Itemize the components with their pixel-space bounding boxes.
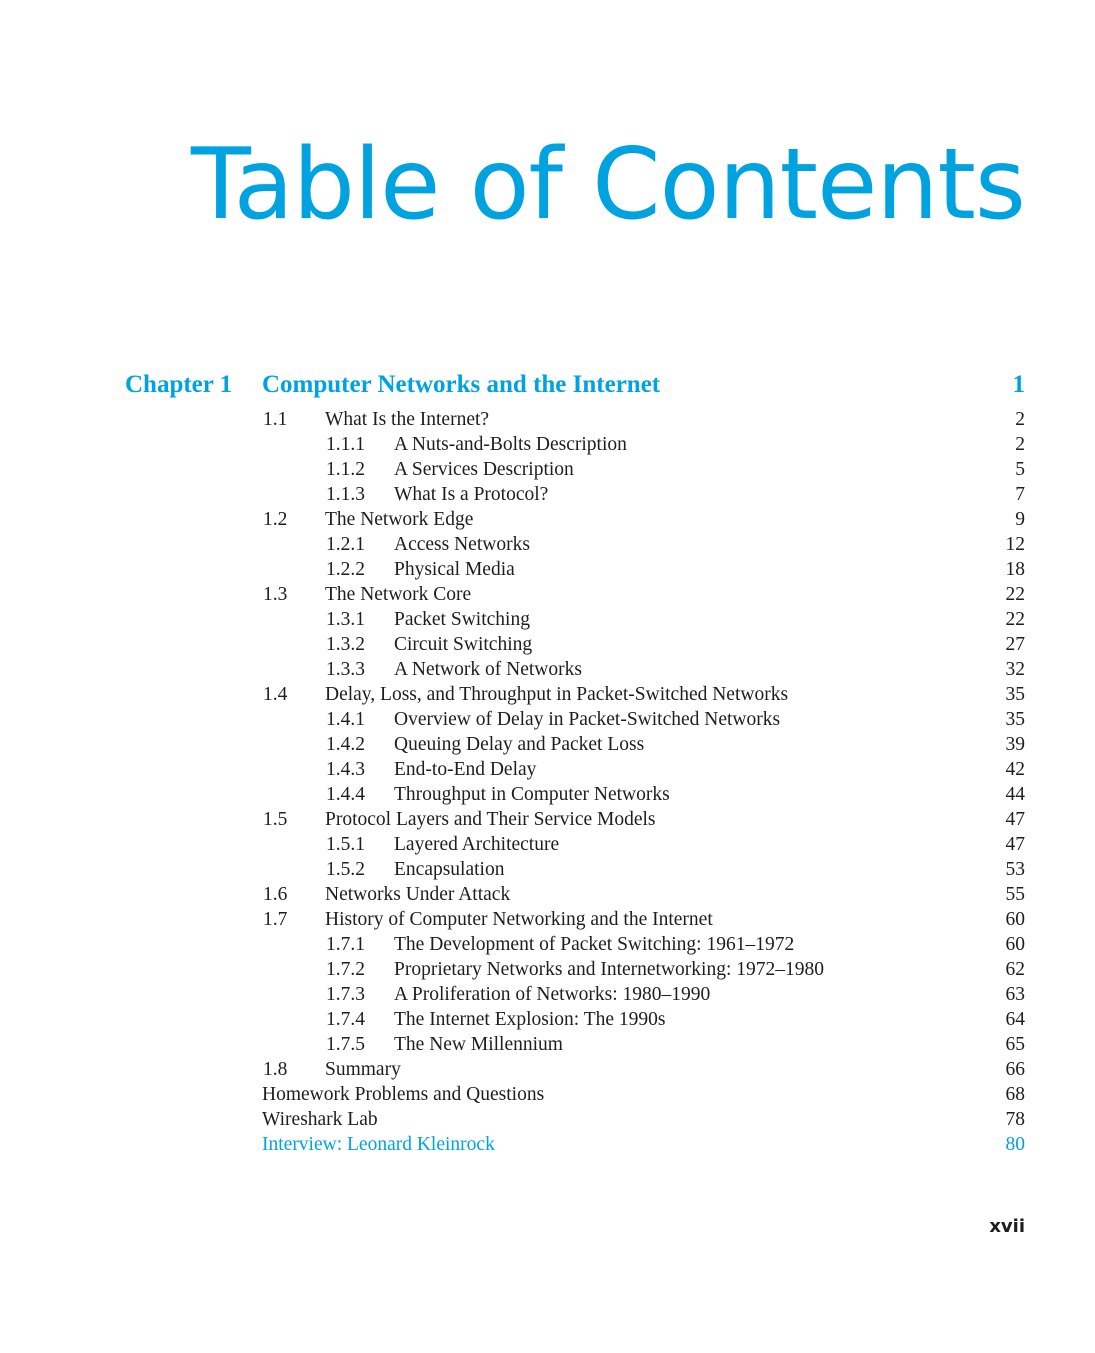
toc-entry[interactable]	[0, 657, 1095, 682]
toc-entry-number: 1.5	[263, 809, 288, 830]
toc-entry-number: 1.3.3	[326, 659, 365, 680]
toc-entry-number: 1.3.1	[326, 609, 365, 630]
toc-entry-title: Throughput in Computer Networks	[394, 784, 670, 805]
toc-entry-title: The Network Edge	[325, 509, 474, 530]
toc-entry-title: A Services Description	[394, 459, 574, 480]
toc-entry-page-number: 80	[1005, 1134, 1025, 1155]
toc-entry-page-number: 22	[1005, 584, 1025, 605]
toc-entry-number: 1.2	[263, 509, 288, 530]
toc-entry-title: Encapsulation	[394, 859, 505, 880]
toc-entry-number: 1.5.1	[326, 834, 365, 855]
toc-entry-number: 1.4.2	[326, 734, 365, 755]
toc-entry-page-number: 2	[1015, 409, 1025, 430]
toc-entry-number: 1.2.2	[326, 559, 365, 580]
toc-entry-page-number: 65	[1005, 1034, 1025, 1055]
toc-entry[interactable]	[0, 707, 1095, 732]
toc-entry-title: The Development of Packet Switching: 1961–1972	[394, 934, 795, 955]
toc-entry-page-number: 63	[1005, 984, 1025, 1005]
toc-entry-number: 1.4.1	[326, 709, 365, 730]
chapter-label: Chapter 1	[125, 371, 233, 398]
toc-entry-page-number: 7	[1015, 484, 1025, 505]
toc-entry[interactable]	[0, 432, 1095, 457]
toc-entry-number: 1.7.4	[326, 1009, 365, 1030]
toc-entry-page-number: 60	[1005, 909, 1025, 930]
toc-entry[interactable]	[0, 1032, 1095, 1057]
toc-entry-title: History of Computer Networking and the Internet	[325, 909, 713, 930]
toc-entry-number: 1.6	[263, 884, 288, 905]
toc-entry-number: 1.7.2	[326, 959, 365, 980]
toc-entry-title: The New Millennium	[394, 1034, 563, 1055]
toc-entry-page-number: 62	[1005, 959, 1025, 980]
toc-entry-number: 1.7	[263, 909, 288, 930]
toc-entry-page-number: 60	[1005, 934, 1025, 955]
toc-entry-page-number: 32	[1005, 659, 1025, 680]
toc-entry-title: End-to-End Delay	[394, 759, 537, 780]
toc-entry-page-number: 35	[1005, 709, 1025, 730]
toc-entry-title: Proprietary Networks and Internetworking: 1972–1980	[394, 959, 824, 980]
toc-entry-page-number: 18	[1005, 559, 1025, 580]
toc-entry[interactable]	[0, 507, 1095, 532]
toc-entry-title: The Internet Explosion: The 1990s	[394, 1009, 666, 1030]
toc-entry-title: Layered Architecture	[394, 834, 560, 855]
toc-entry[interactable]	[0, 1132, 1095, 1157]
toc-entry[interactable]	[0, 1057, 1095, 1082]
toc-entry-page-number: 47	[1005, 809, 1025, 830]
toc-entry-number: 1.7.1	[326, 934, 365, 955]
page-title: Table of Contents	[191, 128, 1025, 242]
toc-entry[interactable]	[0, 632, 1095, 657]
page-folio: xvii	[989, 1216, 1025, 1237]
toc-entry-page-number: 78	[1005, 1109, 1025, 1130]
toc-entry-number: 1.3	[263, 584, 288, 605]
toc-entry-number: 1.7.3	[326, 984, 365, 1005]
toc-entry[interactable]	[0, 982, 1095, 1007]
toc-entry-page-number: 55	[1005, 884, 1025, 905]
toc-entry[interactable]	[0, 457, 1095, 482]
toc-entry-page-number: 22	[1005, 609, 1025, 630]
toc-entry-title: Access Networks	[394, 534, 530, 555]
toc-entry[interactable]	[0, 532, 1095, 557]
toc-entry-title: A Network of Networks	[394, 659, 582, 680]
toc-entry-title: Delay, Loss, and Throughput in Packet-Switched Networks	[325, 684, 789, 705]
toc-entry-number: 1.1	[263, 409, 288, 430]
toc-entry[interactable]	[0, 1007, 1095, 1032]
toc-entry-number: 1.7.5	[326, 1034, 365, 1055]
table-of-contents	[0, 369, 1095, 1157]
chapter-title: Computer Networks and the Internet	[262, 371, 661, 398]
toc-entry[interactable]	[0, 932, 1095, 957]
toc-entry[interactable]	[0, 732, 1095, 757]
toc-entry[interactable]	[0, 682, 1095, 707]
toc-entry-page-number: 39	[1005, 734, 1025, 755]
toc-entry-title: Circuit Switching	[394, 634, 533, 655]
toc-entries	[0, 407, 1095, 1157]
toc-entry[interactable]	[0, 882, 1095, 907]
toc-entry[interactable]	[0, 782, 1095, 807]
toc-entry-title: Packet Switching	[394, 609, 530, 630]
toc-entry-title: Wireshark Lab	[262, 1109, 378, 1130]
toc-entry-title: Physical Media	[394, 559, 515, 580]
toc-entry-title: What Is a Protocol?	[394, 484, 549, 505]
toc-entry-page-number: 53	[1005, 859, 1025, 880]
toc-entry[interactable]	[0, 757, 1095, 782]
toc-entry[interactable]	[0, 407, 1095, 432]
toc-entry-number: 1.2.1	[326, 534, 365, 555]
toc-entry-title: What Is the Internet?	[325, 409, 490, 430]
toc-entry-page-number: 42	[1005, 759, 1025, 780]
toc-entry-title: A Nuts-and-Bolts Description	[394, 434, 627, 455]
toc-entry-number: 1.5.2	[326, 859, 365, 880]
toc-entry-title: Summary	[325, 1059, 401, 1080]
toc-entry[interactable]	[0, 957, 1095, 982]
toc-entry-title: Networks Under Attack	[325, 884, 511, 905]
toc-entry-page-number: 27	[1005, 634, 1025, 655]
toc-entry-page-number: 68	[1005, 1084, 1025, 1105]
toc-entry-number: 1.4	[263, 684, 288, 705]
toc-entry-number: 1.1.2	[326, 459, 365, 480]
toc-entry[interactable]	[0, 1082, 1095, 1107]
toc-entry-page-number: 9	[1015, 509, 1025, 530]
toc-entry[interactable]	[0, 857, 1095, 882]
toc-entry[interactable]	[0, 907, 1095, 932]
toc-entry[interactable]	[0, 1107, 1095, 1132]
toc-entry-title: Overview of Delay in Packet-Switched Networks	[394, 709, 781, 730]
toc-entry-title: Homework Problems and Questions	[262, 1084, 545, 1105]
toc-entry-page-number: 64	[1005, 1009, 1025, 1030]
toc-entry[interactable]	[0, 832, 1095, 857]
toc-entry-page-number: 44	[1005, 784, 1025, 805]
toc-entry-page-number: 66	[1005, 1059, 1025, 1080]
toc-entry-title: Interview: Leonard Kleinrock	[262, 1134, 495, 1155]
toc-entry-number: 1.8	[263, 1059, 288, 1080]
toc-entry-page-number: 47	[1005, 834, 1025, 855]
toc-entry-title: Queuing Delay and Packet Loss	[394, 734, 645, 755]
toc-entry[interactable]	[0, 582, 1095, 607]
toc-entry[interactable]	[0, 807, 1095, 832]
toc-entry-page-number: 5	[1015, 459, 1025, 480]
toc-entry-title: Protocol Layers and Their Service Models	[325, 809, 656, 830]
toc-entry[interactable]	[0, 607, 1095, 632]
toc-entry[interactable]	[0, 482, 1095, 507]
toc-entry-page-number: 2	[1015, 434, 1025, 455]
toc-entry[interactable]	[0, 557, 1095, 582]
chapter-page-number: 1	[1012, 371, 1025, 398]
toc-entry-page-number: 35	[1005, 684, 1025, 705]
toc-entry-number: 1.1.3	[326, 484, 365, 505]
toc-entry-page-number: 12	[1005, 534, 1025, 555]
toc-entry-number: 1.4.4	[326, 784, 365, 805]
toc-entry-number: 1.4.3	[326, 759, 365, 780]
chapter-heading[interactable]	[0, 369, 1095, 407]
toc-entry-title: A Proliferation of Networks: 1980–1990	[394, 984, 711, 1005]
toc-entry-number: 1.3.2	[326, 634, 365, 655]
toc-entry-title: The Network Core	[325, 584, 472, 605]
toc-entry-number: 1.1.1	[326, 434, 365, 455]
